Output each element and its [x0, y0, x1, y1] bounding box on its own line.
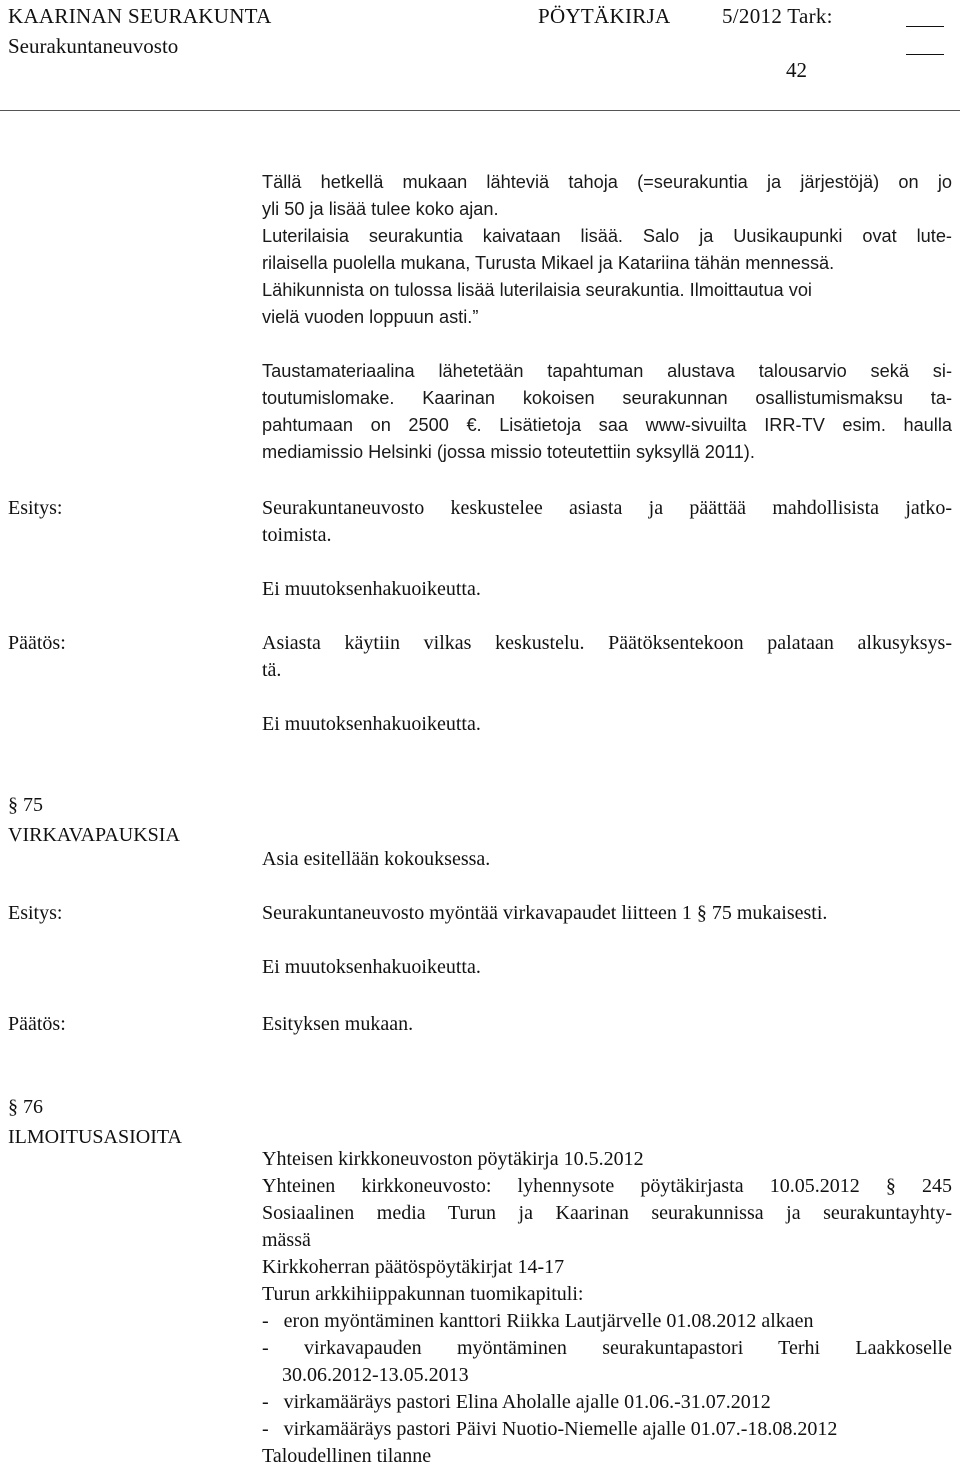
- header-rule: [0, 110, 960, 111]
- text-line: Seurakuntaneuvosto keskustelee asiasta ja päättää mahdollisista jatko-: [262, 497, 952, 519]
- text-line: Taustamateriaalina lähetetään tapahtuman alustava talousarvio sekä si-: [262, 361, 952, 381]
- section-title: ILMOITUSASIOITA: [8, 1126, 182, 1148]
- list-item: - virkamääräys pastori Elina Aholalle ajalle 01.06.-31.07.2012: [262, 1391, 771, 1413]
- text-line: yli 50 ja lisää tulee koko ajan.: [262, 199, 499, 219]
- list-item: - virkamääräys pastori Päivi Nuotio-Niemelle ajalle 01.07.-18.08.2012: [262, 1418, 838, 1440]
- appeal-note: Ei muutoksenhakuoikeutta.: [262, 578, 481, 600]
- document-number: 5/2012 Tark:: [722, 4, 833, 28]
- text-line: mediamissio Helsinki (jossa missio toteutettiin syksyllä 2011).: [262, 442, 755, 462]
- text-line: Tällä hetkellä mukaan lähteviä tahoja (=seurakuntia ja järjestöjä) on jo: [262, 172, 952, 192]
- list-item: Turun arkkihiippakunnan tuomikapituli:: [262, 1283, 584, 1305]
- list-item: Sosiaalinen media Turun ja Kaarinan seurakunnissa ja seurakuntayhty-: [262, 1202, 952, 1224]
- section-symbol: §: [8, 794, 18, 816]
- underline-blank: [906, 26, 944, 27]
- section-76-heading: [8, 1092, 182, 1152]
- decision-label: Päätös:: [8, 632, 66, 654]
- body-name: Seurakuntaneuvosto: [8, 34, 179, 58]
- proposal-text: Seurakuntaneuvosto myöntää virkavapaudet liitteen 1 § 75 mukaisesti.: [262, 902, 828, 924]
- announcements-list: [262, 1146, 952, 1470]
- text-line: Asiasta käytiin vilkas keskustelu. Päätöksentekoon palataan alkusyksys-: [262, 632, 952, 654]
- list-item: 30.06.2012-13.05.2013: [262, 1364, 469, 1386]
- section-symbol: §: [8, 1096, 18, 1118]
- text-line: Luterilaisia seurakuntia kaivataan lisää. Salo ja Uusikaupunki ovat lute-: [262, 226, 952, 246]
- text-line: tä.: [262, 659, 282, 681]
- list-item: mässä: [262, 1229, 311, 1251]
- decision-label: Päätös:: [8, 1013, 66, 1035]
- text-line: vielä vuoden loppuun asti.”: [262, 307, 479, 327]
- decision-text: [262, 630, 952, 684]
- section-number: 76: [23, 1096, 43, 1118]
- proposal-label: Esitys:: [8, 497, 63, 519]
- text-line: toutumislomake. Kaarinan kokoisen seurakunnan osallistumismaksu ta-: [262, 388, 952, 408]
- list-item: Kirkkoherran päätöspöytäkirjat 14-17: [262, 1256, 565, 1278]
- page-number: 42: [786, 58, 807, 82]
- section-75-intro: Asia esitellään kokouksessa.: [262, 848, 491, 870]
- list-item: - virkavapauden myöntäminen seurakuntapastori Terhi Laakkoselle: [262, 1337, 952, 1359]
- appeal-note: Ei muutoksenhakuoikeutta.: [262, 713, 481, 735]
- list-item: Yhteisen kirkkoneuvoston pöytäkirja 10.5.2012: [262, 1148, 644, 1170]
- intro-paragraph: [262, 169, 952, 331]
- text-line: rilaisella puolella mukana, Turusta Mikael ja Katariina tähän mennessä.: [262, 253, 835, 273]
- list-item: - eron myöntäminen kanttori Riikka Lautjärvelle 01.08.2012 alkaen: [262, 1310, 814, 1332]
- background-paragraph: [262, 358, 952, 466]
- section-number: 75: [23, 794, 43, 816]
- section-number-line: [8, 790, 180, 820]
- section-number-line: [8, 1092, 182, 1122]
- text-line: Lähikunnista on tulossa lisää luterilaisia seurakuntia. Ilmoittautua voi: [262, 280, 812, 300]
- section-title: VIRKAVAPAUKSIA: [8, 824, 180, 846]
- proposal-label: Esitys:: [8, 902, 63, 924]
- proposal-text: [262, 495, 952, 549]
- decision-text: Esityksen mukaan.: [262, 1013, 414, 1035]
- underline-blank: [906, 54, 944, 55]
- text-line: toimista.: [262, 524, 332, 546]
- organization-name: KAARINAN SEURAKUNTA: [8, 4, 272, 28]
- document-type: PÖYTÄKIRJA: [538, 4, 671, 28]
- section-75-heading: [8, 790, 180, 850]
- list-item: Yhteinen kirkkoneuvosto: lyhennysote pöytäkirjasta 10.05.2012 § 245: [262, 1175, 952, 1197]
- list-item: Taloudellinen tilanne: [262, 1445, 432, 1467]
- appeal-note: Ei muutoksenhakuoikeutta.: [262, 956, 481, 978]
- text-line: pahtumaan on 2500 €. Lisätietoja saa www-sivuilta IRR-TV esim. haulla: [262, 415, 952, 435]
